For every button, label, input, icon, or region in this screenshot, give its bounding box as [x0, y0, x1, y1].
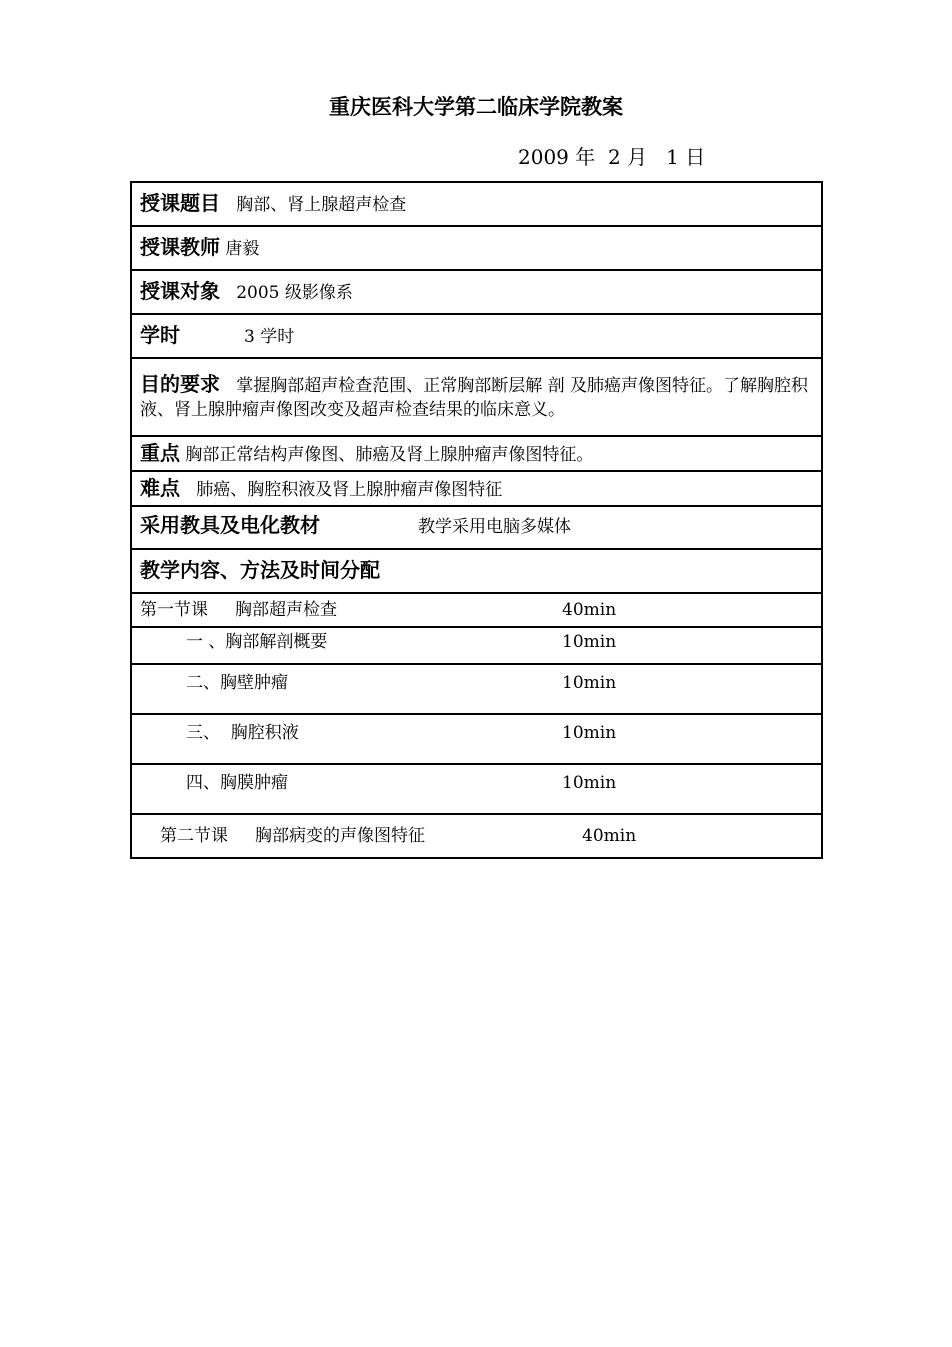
- hours-value: 3 学时: [244, 327, 295, 347]
- page-title: 重庆医科大学第二临床学院教案: [329, 95, 623, 119]
- teacher-label: 授课教师: [140, 235, 220, 259]
- lesson1-item-time: 10min: [562, 773, 617, 793]
- difficult-points-label: 难点: [140, 475, 180, 500]
- teaching-tools-value: 教学采用电脑多媒体: [418, 517, 571, 537]
- date-month: 2: [607, 145, 621, 169]
- lesson1-row: [131, 593, 822, 627]
- goals-value: 掌握胸部超声检查范围、正常胸部断层解 剖 及肺癌声像图特征。了解胸腔积液、肾上腺肿瘤声像图改变及超声检查结果的临床意义。: [140, 376, 809, 420]
- teaching-tools-label: 采用教具及电化教材: [140, 513, 320, 537]
- date-line: [518, 143, 705, 171]
- lesson1-item-row: [131, 714, 822, 764]
- key-points-row: [131, 436, 822, 471]
- key-points-value: 胸部正常结构声像图、肺癌及肾上腺肿瘤声像图特征。: [185, 444, 594, 465]
- lesson1-item-row: [131, 664, 822, 714]
- lesson1-name: 第一节课 胸部超声检查: [140, 600, 338, 620]
- lesson2-row: [131, 814, 822, 858]
- lesson1-item-row: [131, 764, 822, 814]
- lesson1-item-name: 三、 胸腔积液: [186, 723, 299, 743]
- audience-value: 2005 级影像系: [236, 283, 353, 303]
- lesson1-item-time: 10min: [562, 673, 617, 693]
- lesson-plan-table: [130, 181, 823, 859]
- date-year: 2009: [518, 145, 569, 169]
- content-header-label: 教学内容、方法及时间分配: [140, 558, 380, 582]
- content-header-row: [131, 549, 822, 593]
- lesson1-item-time: 10min: [562, 632, 617, 652]
- date-day: 1: [666, 145, 679, 169]
- lesson1-time: 40min: [562, 600, 617, 620]
- date-month-unit: 月: [627, 145, 648, 169]
- teaching-tools-row: [131, 506, 822, 549]
- audience-label: 授课对象: [140, 279, 220, 303]
- lesson1-item-name: 一 、胸部解剖概要: [186, 632, 328, 652]
- difficult-points-row: [131, 471, 822, 506]
- teacher-value: 唐毅: [225, 239, 260, 259]
- teacher-row: [131, 226, 822, 270]
- lesson1-item-row: [131, 627, 822, 664]
- goals-label: 目的要求: [140, 372, 220, 396]
- lesson1-item-name: 四、胸膜肿瘤: [186, 773, 288, 793]
- topic-label: 授课题目: [140, 191, 220, 215]
- lesson2-name: 第二节课 胸部病变的声像图特征: [160, 826, 426, 846]
- lesson1-item-name: 二、胸壁肿瘤: [186, 673, 288, 693]
- topic-row: [131, 182, 822, 226]
- date-day-unit: 日: [685, 145, 706, 169]
- date-year-unit: 年: [575, 145, 596, 169]
- hours-label: 学时: [140, 323, 180, 347]
- difficult-points-value: 肺癌、胸腔积液及肾上腺肿瘤声像图特征: [196, 479, 503, 500]
- key-points-label: 重点: [140, 440, 180, 465]
- topic-value: 胸部、肾上腺超声检查: [236, 195, 407, 215]
- audience-row: [131, 270, 822, 314]
- hours-row: [131, 314, 822, 358]
- lesson1-item-time: 10min: [562, 723, 617, 743]
- goals-row: [131, 358, 822, 436]
- lesson2-time: 40min: [582, 826, 637, 846]
